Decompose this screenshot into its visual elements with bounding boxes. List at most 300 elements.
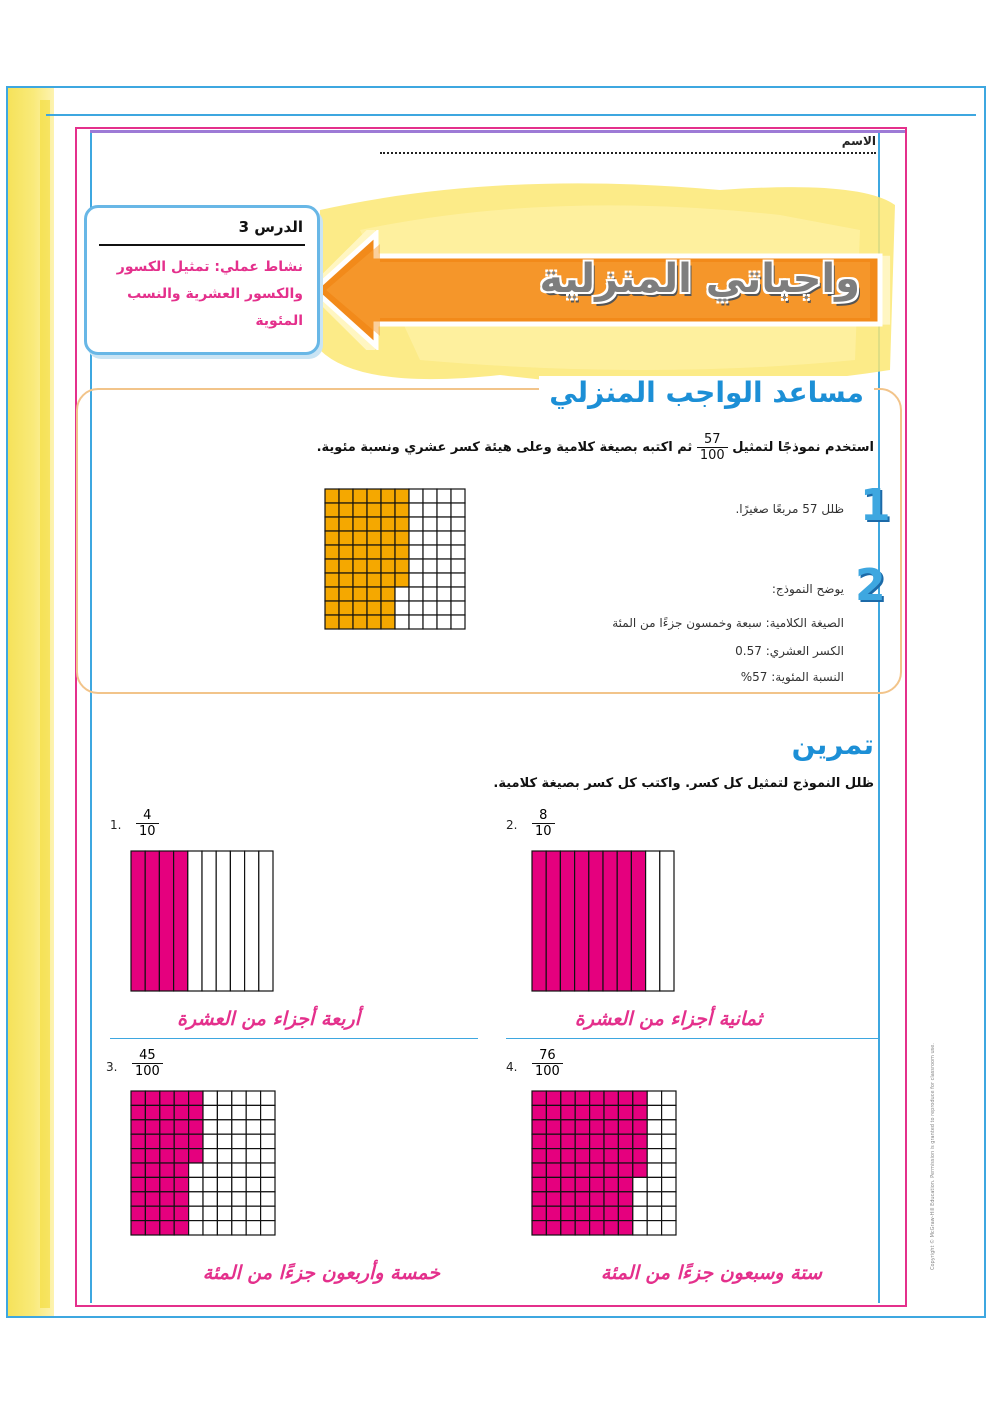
purple-rule [90, 130, 905, 133]
shaded-square [532, 1105, 546, 1119]
shaded-square [325, 531, 339, 545]
empty-square [203, 1206, 217, 1220]
item-1-numerator: 4 [136, 808, 159, 824]
shaded-square [339, 531, 353, 545]
empty-square [647, 1177, 661, 1191]
shaded-square [174, 1105, 188, 1119]
shaded-square [618, 1120, 632, 1134]
shaded-square [131, 1221, 145, 1235]
shaded-square [325, 503, 339, 517]
empty-square [647, 1149, 661, 1163]
shaded-square [367, 503, 381, 517]
shaded-square [590, 1192, 604, 1206]
item-4-number: 4. [506, 1060, 518, 1074]
empty-square [217, 1120, 231, 1134]
empty-square [451, 587, 465, 601]
shaded-square [618, 1206, 632, 1220]
shaded-square [160, 1163, 174, 1177]
shaded-square [546, 1149, 560, 1163]
answer-separator-left [110, 1038, 478, 1039]
empty-square [395, 615, 409, 629]
shaded-square [339, 587, 353, 601]
shaded-square [546, 1105, 560, 1119]
shaded-square [604, 1192, 618, 1206]
empty-square [261, 1163, 275, 1177]
shaded-square [325, 517, 339, 531]
shaded-square [325, 545, 339, 559]
shaded-square [575, 1177, 589, 1191]
shaded-square [353, 531, 367, 545]
item-3-answer[interactable]: خمسة وأربعون جزءًا من المئة [202, 1262, 440, 1284]
shaded-square [590, 1206, 604, 1220]
empty-square [423, 503, 437, 517]
empty-square [647, 1105, 661, 1119]
empty-strip [646, 851, 660, 991]
shaded-square [160, 1105, 174, 1119]
shaded-square [339, 615, 353, 629]
empty-square [217, 1221, 231, 1235]
shaded-square [633, 1105, 647, 1119]
shaded-square [160, 1120, 174, 1134]
empty-strip [188, 851, 202, 991]
shaded-square [575, 1149, 589, 1163]
empty-square [189, 1163, 203, 1177]
item-2-fraction [532, 808, 555, 839]
shaded-strip [603, 851, 617, 991]
empty-square [217, 1105, 231, 1119]
item-4-numerator: 76 [532, 1048, 563, 1064]
shaded-square [590, 1120, 604, 1134]
shaded-square [561, 1192, 575, 1206]
empty-square [409, 615, 423, 629]
empty-strip [660, 851, 674, 991]
empty-square [437, 601, 451, 615]
empty-square [232, 1134, 246, 1148]
shaded-square [367, 517, 381, 531]
shaded-square [590, 1163, 604, 1177]
empty-square [217, 1177, 231, 1191]
empty-square [423, 531, 437, 545]
shaded-square [590, 1177, 604, 1191]
shaded-square [381, 489, 395, 503]
copyright-note [930, 980, 944, 1270]
empty-square [437, 517, 451, 531]
empty-square [662, 1120, 676, 1134]
shaded-square [546, 1163, 560, 1177]
item-1-tenths-model[interactable] [130, 850, 274, 992]
empty-strip [259, 851, 273, 991]
shaded-square [575, 1134, 589, 1148]
shaded-square [561, 1221, 575, 1235]
shaded-square [353, 545, 367, 559]
shaded-square [367, 545, 381, 559]
shaded-square [189, 1091, 203, 1105]
shaded-square [339, 573, 353, 587]
shaded-square [131, 1163, 145, 1177]
shaded-square [131, 1134, 145, 1148]
shaded-square [353, 587, 367, 601]
homework-helper-title: مساعد الواجب المنزلي [539, 376, 874, 409]
shaded-square [174, 1177, 188, 1191]
empty-square [409, 503, 423, 517]
empty-square [662, 1206, 676, 1220]
shaded-square [590, 1105, 604, 1119]
shaded-square [604, 1177, 618, 1191]
shaded-strip [546, 851, 560, 991]
empty-square [203, 1163, 217, 1177]
shaded-square [325, 615, 339, 629]
shaded-square [160, 1192, 174, 1206]
empty-square [647, 1192, 661, 1206]
empty-square [437, 559, 451, 573]
empty-square [246, 1221, 260, 1235]
empty-square [232, 1192, 246, 1206]
item-2-tenths-model[interactable] [531, 850, 675, 992]
empty-square [246, 1192, 260, 1206]
shaded-square [339, 517, 353, 531]
shaded-square [174, 1149, 188, 1163]
shaded-square [353, 503, 367, 517]
empty-square [261, 1134, 275, 1148]
shaded-square [160, 1149, 174, 1163]
item-3-hundredths-model[interactable] [130, 1090, 276, 1236]
shaded-square [395, 489, 409, 503]
empty-square [217, 1149, 231, 1163]
shaded-square [174, 1163, 188, 1177]
name-write-line[interactable] [380, 152, 876, 154]
empty-square [662, 1221, 676, 1235]
empty-square [451, 489, 465, 503]
empty-square [203, 1120, 217, 1134]
shaded-square [532, 1192, 546, 1206]
shaded-square [395, 503, 409, 517]
shaded-square [367, 531, 381, 545]
empty-square [217, 1091, 231, 1105]
empty-square [423, 601, 437, 615]
step-2-line-4: النسبة المئوية: 57% [740, 670, 844, 684]
empty-square [409, 489, 423, 503]
item-3-denominator: 100 [135, 1064, 160, 1079]
shaded-square [131, 1177, 145, 1191]
empty-square [451, 517, 465, 531]
empty-square [409, 531, 423, 545]
empty-square [203, 1091, 217, 1105]
shaded-square [590, 1134, 604, 1148]
empty-square [437, 489, 451, 503]
shaded-square [381, 503, 395, 517]
shaded-square [381, 545, 395, 559]
shaded-square [160, 1091, 174, 1105]
shaded-square [618, 1221, 632, 1235]
item-4-denominator: 100 [535, 1064, 560, 1079]
shaded-square [575, 1120, 589, 1134]
step-2-number: 2 [855, 560, 886, 611]
shaded-strip [174, 851, 188, 991]
shaded-square [160, 1177, 174, 1191]
lesson-divider [99, 244, 305, 246]
shaded-square [145, 1091, 159, 1105]
shaded-square [160, 1134, 174, 1148]
empty-square [232, 1206, 246, 1220]
shaded-square [618, 1091, 632, 1105]
empty-square [633, 1206, 647, 1220]
shaded-square [604, 1105, 618, 1119]
empty-square [261, 1149, 275, 1163]
shaded-square [131, 1105, 145, 1119]
empty-square [203, 1221, 217, 1235]
empty-square [246, 1149, 260, 1163]
shaded-square [353, 517, 367, 531]
shaded-square [532, 1134, 546, 1148]
empty-square [409, 573, 423, 587]
shaded-square [131, 1091, 145, 1105]
shaded-square [381, 573, 395, 587]
shaded-square [604, 1206, 618, 1220]
practice-title: تمرين [791, 728, 874, 761]
shaded-square [381, 601, 395, 615]
item-3-number: 3. [106, 1060, 118, 1074]
empty-square [189, 1192, 203, 1206]
shaded-square [590, 1221, 604, 1235]
shaded-square [546, 1177, 560, 1191]
shaded-square [618, 1177, 632, 1191]
step-2-line-2: الصيغة الكلامية: سبعة وخمسون جزءًا من المئة [612, 616, 844, 630]
shaded-square [604, 1221, 618, 1235]
empty-square [232, 1177, 246, 1191]
helper-fraction-numerator: 57 [697, 432, 728, 448]
empty-strip [216, 851, 230, 991]
empty-strip [230, 851, 244, 991]
empty-square [246, 1105, 260, 1119]
shaded-square [618, 1105, 632, 1119]
helper-instruction-prefix: استخدم نموذجًا لتمثيل [732, 440, 874, 455]
empty-square [423, 587, 437, 601]
shaded-square [174, 1221, 188, 1235]
empty-square [437, 573, 451, 587]
shaded-square [546, 1091, 560, 1105]
shaded-square [633, 1163, 647, 1177]
empty-square [647, 1120, 661, 1134]
empty-square [437, 531, 451, 545]
shaded-square [633, 1091, 647, 1105]
empty-square [409, 559, 423, 573]
shaded-square [339, 503, 353, 517]
shaded-square [145, 1177, 159, 1191]
shaded-square [575, 1192, 589, 1206]
empty-square [451, 503, 465, 517]
empty-square [232, 1149, 246, 1163]
shaded-square [381, 559, 395, 573]
shaded-square [546, 1134, 560, 1148]
empty-square [232, 1120, 246, 1134]
shaded-strip [145, 851, 159, 991]
shaded-strip [575, 851, 589, 991]
empty-square [647, 1221, 661, 1235]
item-2-denominator: 10 [535, 824, 552, 839]
shaded-square [561, 1163, 575, 1177]
shaded-square [325, 601, 339, 615]
shaded-square [381, 531, 395, 545]
step-2-line-1: يوضح النموذج: [771, 582, 844, 596]
shaded-square [325, 587, 339, 601]
helper-instruction-suffix: ثم اكتبه بصيغة كلامية وعلى هيئة كسر عشري ونسبة مئوية. [316, 440, 693, 455]
shaded-square [353, 601, 367, 615]
shaded-square [604, 1091, 618, 1105]
empty-square [662, 1134, 676, 1148]
empty-square [217, 1134, 231, 1148]
shaded-square [618, 1163, 632, 1177]
empty-square [409, 587, 423, 601]
shaded-square [174, 1120, 188, 1134]
shaded-square [145, 1163, 159, 1177]
shaded-square [604, 1149, 618, 1163]
shaded-square [131, 1120, 145, 1134]
item-2-answer[interactable]: ثمانية أجزاء من العشرة [574, 1008, 762, 1030]
shaded-square [561, 1177, 575, 1191]
empty-square [423, 489, 437, 503]
empty-square [232, 1163, 246, 1177]
shaded-square [546, 1192, 560, 1206]
shaded-square [395, 559, 409, 573]
empty-square [409, 517, 423, 531]
empty-square [395, 587, 409, 601]
empty-square [261, 1221, 275, 1235]
shaded-square [633, 1134, 647, 1148]
empty-square [261, 1192, 275, 1206]
empty-square [662, 1105, 676, 1119]
empty-square [662, 1177, 676, 1191]
empty-square [203, 1105, 217, 1119]
empty-square [203, 1177, 217, 1191]
empty-square [203, 1149, 217, 1163]
step-1-text: ظلل 57 مربعًا صغيرًا. [735, 502, 844, 516]
item-4-hundredths-model[interactable] [531, 1090, 677, 1236]
empty-square [261, 1177, 275, 1191]
empty-square [189, 1206, 203, 1220]
shaded-square [618, 1134, 632, 1148]
empty-square [451, 573, 465, 587]
shaded-square [575, 1105, 589, 1119]
item-1-number: 1. [110, 818, 122, 832]
item-2-numerator: 8 [532, 808, 555, 824]
helper-instruction [317, 432, 874, 463]
shaded-square [381, 517, 395, 531]
shaded-square [561, 1149, 575, 1163]
empty-square [662, 1149, 676, 1163]
shaded-square [381, 587, 395, 601]
empty-square [633, 1192, 647, 1206]
name-label: الاسم [841, 134, 876, 148]
shaded-strip [131, 851, 145, 991]
shaded-square [160, 1206, 174, 1220]
shaded-square [575, 1221, 589, 1235]
empty-square [246, 1206, 260, 1220]
item-4-answer[interactable]: ستة وسبعون جزءًا من المئة [600, 1262, 822, 1284]
empty-square [662, 1091, 676, 1105]
shaded-square [353, 573, 367, 587]
shaded-square [561, 1206, 575, 1220]
shaded-square [325, 573, 339, 587]
empty-square [203, 1134, 217, 1148]
step-2-line-3: الكسر العشري: 0.57 [735, 644, 844, 658]
shaded-square [339, 489, 353, 503]
empty-square [437, 615, 451, 629]
empty-square [246, 1091, 260, 1105]
shaded-square [395, 531, 409, 545]
shaded-square [590, 1149, 604, 1163]
shaded-square [189, 1134, 203, 1148]
shaded-square [590, 1091, 604, 1105]
shaded-strip [631, 851, 645, 991]
shaded-square [395, 573, 409, 587]
empty-square [246, 1120, 260, 1134]
shaded-square [189, 1120, 203, 1134]
item-1-answer[interactable]: أربعة أجزاء من العشرة [177, 1008, 360, 1030]
shaded-square [174, 1091, 188, 1105]
shaded-square [367, 615, 381, 629]
empty-square [451, 615, 465, 629]
shaded-square [561, 1105, 575, 1119]
shaded-square [145, 1134, 159, 1148]
empty-square [451, 531, 465, 545]
answer-separator-right [506, 1038, 878, 1039]
empty-square [261, 1091, 275, 1105]
empty-square [647, 1134, 661, 1148]
empty-square [662, 1192, 676, 1206]
banner-title: واجباتي المنزلية [539, 256, 860, 302]
shaded-square [561, 1120, 575, 1134]
shaded-square [353, 615, 367, 629]
empty-square [232, 1105, 246, 1119]
shaded-strip [560, 851, 574, 991]
empty-square [451, 601, 465, 615]
shaded-square [532, 1120, 546, 1134]
empty-square [437, 503, 451, 517]
shaded-square [618, 1149, 632, 1163]
shaded-square [561, 1091, 575, 1105]
shaded-square [367, 587, 381, 601]
shaded-square [532, 1091, 546, 1105]
shaded-square [353, 559, 367, 573]
shaded-strip [589, 851, 603, 991]
shaded-square [339, 559, 353, 573]
empty-square [189, 1221, 203, 1235]
empty-square [232, 1091, 246, 1105]
shaded-square [145, 1221, 159, 1235]
yellow-side-stripe [40, 100, 50, 1308]
shaded-square [367, 559, 381, 573]
empty-square [261, 1206, 275, 1220]
item-3-numerator: 45 [132, 1048, 163, 1064]
empty-square [246, 1163, 260, 1177]
shaded-square [189, 1105, 203, 1119]
shaded-square [575, 1091, 589, 1105]
empty-square [633, 1177, 647, 1191]
helper-fraction-denominator: 100 [699, 448, 725, 463]
shaded-square [174, 1134, 188, 1148]
empty-square [423, 559, 437, 573]
empty-square [437, 587, 451, 601]
empty-square [647, 1206, 661, 1220]
shaded-square [604, 1163, 618, 1177]
shaded-square [174, 1206, 188, 1220]
shaded-square [131, 1149, 145, 1163]
shaded-square [367, 489, 381, 503]
empty-square [451, 545, 465, 559]
lesson-number: الدرس 3 [238, 218, 303, 236]
empty-square [647, 1163, 661, 1177]
practice-instruction: ظلل النموذج لتمثيل كل كسر. واكتب كل كسر بصيغة كلامية. [493, 776, 874, 791]
